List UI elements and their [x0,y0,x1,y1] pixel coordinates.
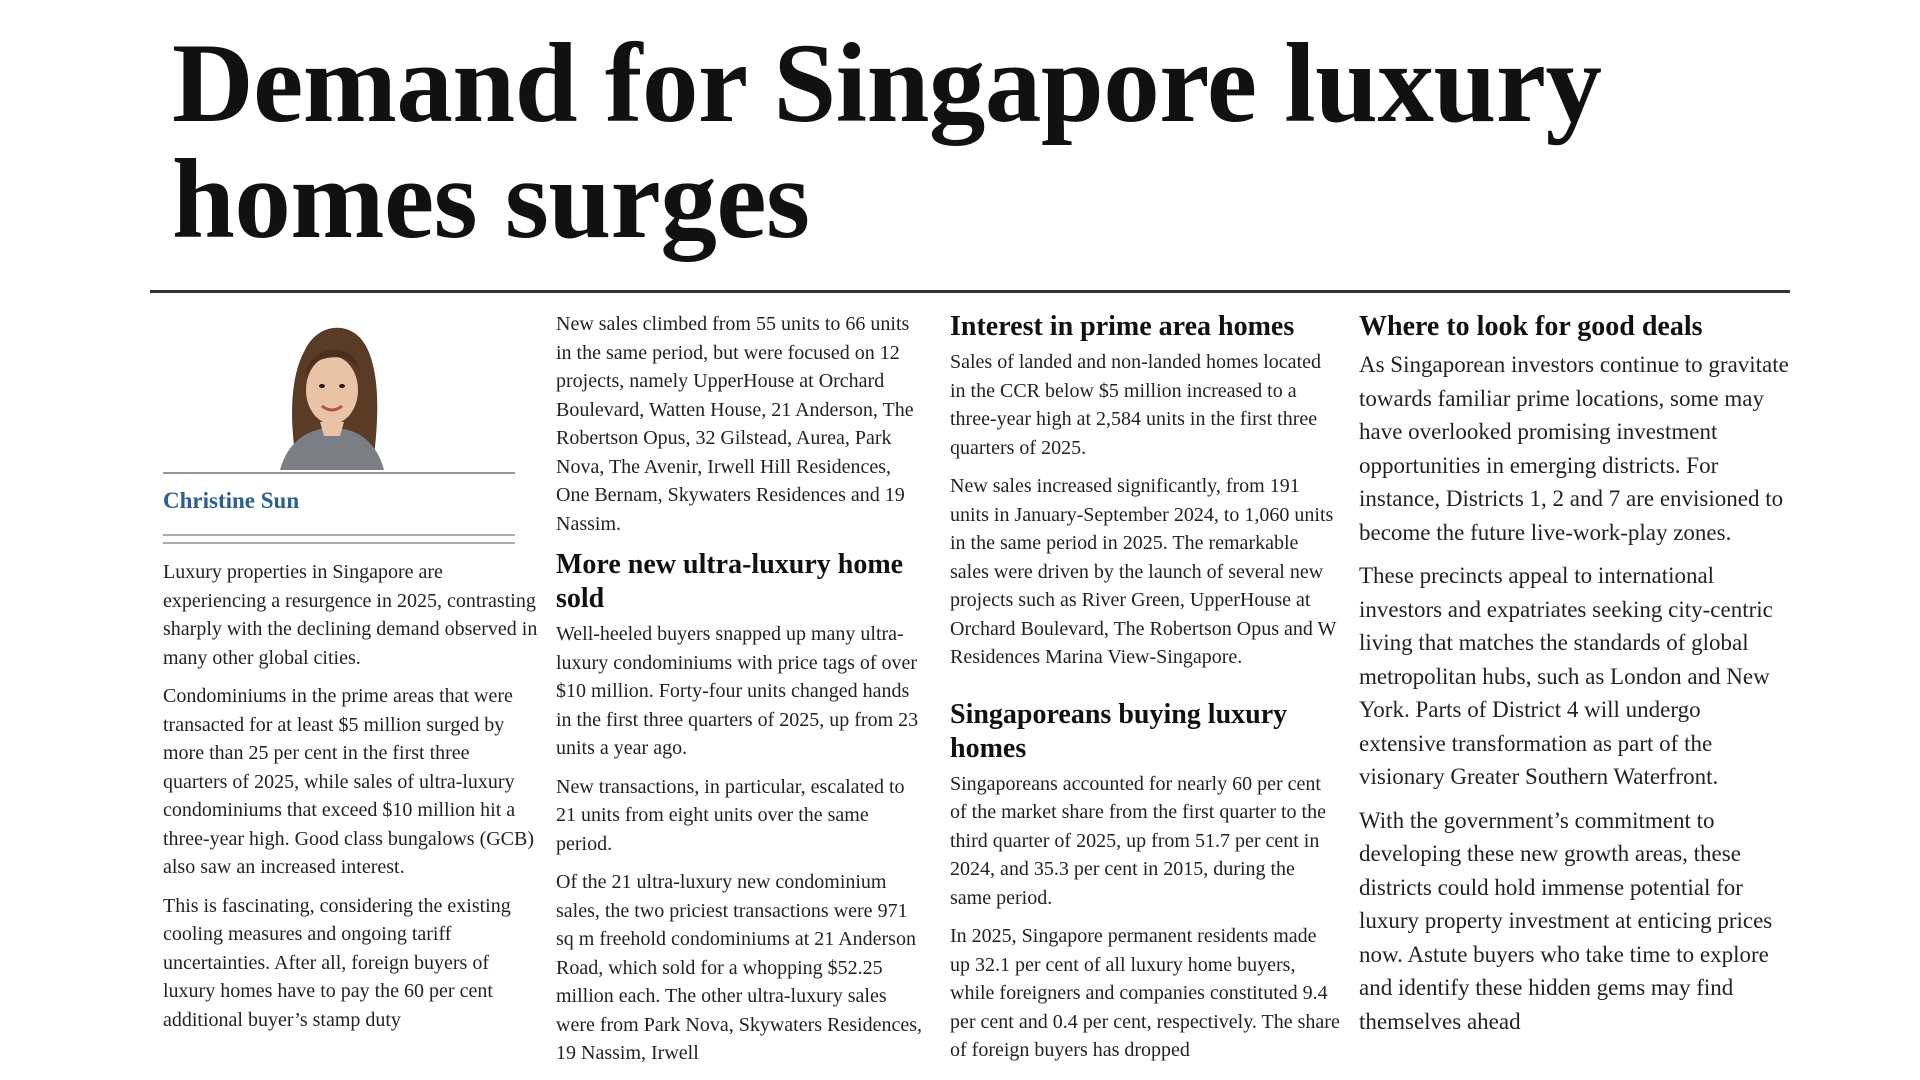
paragraph: New transactions, in particular, escalated to 21 units from eight units over the same period. [556,775,905,855]
photo-divider [163,472,515,474]
subheading: Singaporeans buying luxury homes [950,698,1288,764]
paragraph: In 2025, Singapore permanent residents made up 32.1 per cent of all luxury home buyers, while foreigners and companies constituted 9.4 per cent and 0.4 per cent, respectively. The share of foreign buyers has dropped [950,925,1340,1061]
paragraph: Condominiums in the prime areas that were transacted for at least $5 million surged by more than 25 per cent in the first three quarters of 2025, while sales of ultra-luxury condominiums that exceed $10 million hit a three-year high. Good class bungalows (GCB) also saw an increased interest. [163,685,535,878]
subheading: Where to look for good deals [1359,311,1703,342]
headline-rule [150,290,1790,293]
paragraph: Singaporeans accounted for nearly 60 per cent of the market share from the first quarter to the third quarter of 2025, up from 51.7 per cent in 2024, and 35.3 per cent in 2015, during the same period. [950,772,1326,909]
author-photo [260,310,400,470]
spacer [950,682,1340,698]
column-2 [556,310,929,1080]
column-1 [163,310,538,1080]
headline: Demand for Singapore luxury homes surges [172,21,1602,262]
column-3 [950,310,1340,1080]
paragraph: Sales of landed and non-landed homes located in the CCR below $5 million increased to a three-year high at 2,584 units in the first three quarters of 2025. [950,351,1321,459]
paragraph: This is fascinating, considering the existing cooling measures and ongoing tariff uncertainties. After all, foreign buyers of luxury homes have to pay the 60 per cent additional buyer’s stamp duty [163,894,511,1031]
paragraph: With the government’s commitment to developing these new growth areas, these districts could hold immense potential for luxury property investment at enticing prices now. Astute buyers who take time to explore and identify these hidden gems may find themselves ahead [1359,807,1773,1034]
subheading: Interest in prime area homes [950,311,1295,342]
paragraph: These precincts appeal to international investors and expatriates seeking city-centric living that matches the standards of global metropolitan hubs, such as London and New York. Parts of District 4 will undergo extensive transformation as part of the visionary Greater Southern Waterfront. [1359,563,1773,789]
subheading: More new ultra-luxury home sold [556,549,904,614]
paragraph: New sales increased significantly, from 191 units in January-September 2024, to 1,060 units in the same period in 2025. The remarkable sales were driven by the launch of several new projects such as River Green, UpperHouse at Orchard Boulevard, The Robertson Opus and W Residences Marina View-Singapore. [950,475,1337,668]
paragraph: Luxury properties in Singapore are experiencing a resurgence in 2025, contrasting sharply with the declining demand observed in many other global cities. [163,561,538,669]
paragraph: New sales climbed from 55 units to 66 units in the same period, but were focused on 12 projects, namely UpperHouse at Orchard Boulevard, Watten House, 21 Anderson, The Robertson Opus, 32 Gilstead, Aurea, Park Nova, The Avenir, Irwell Hill Residences, One Bernam, Skywaters Residences and 19 Nassim. [556,313,914,535]
column-4 [1359,310,1791,1080]
paragraph: As Singaporean investors continue to gravitate towards familiar prime locations, some may have overlooked promising investment opportunities in emerging districts. For instance, Districts 1, 2 and 7 are envisioned to become the future live-work-play zones. [1359,352,1789,545]
author-byline: Christine Sun [163,488,300,513]
byline-divider [163,534,515,544]
paragraph: Well-heeled buyers snapped up many ultra-luxury condominiums with price tags of over $10 million. Forty-four units changed hands in the first three quarters of 2025, up from 23 units a year ago. [556,623,919,759]
paragraph: Of the 21 ultra-luxury new condominium sales, the two priciest transactions were 971 sq m freehold condominiums at 21 Anderson Road, which sold for a whopping $52.25 million each. The other ultra-luxury sales were from Park Nova, Skywaters Residences, 19 Nassim, Irwell [556,871,923,1064]
